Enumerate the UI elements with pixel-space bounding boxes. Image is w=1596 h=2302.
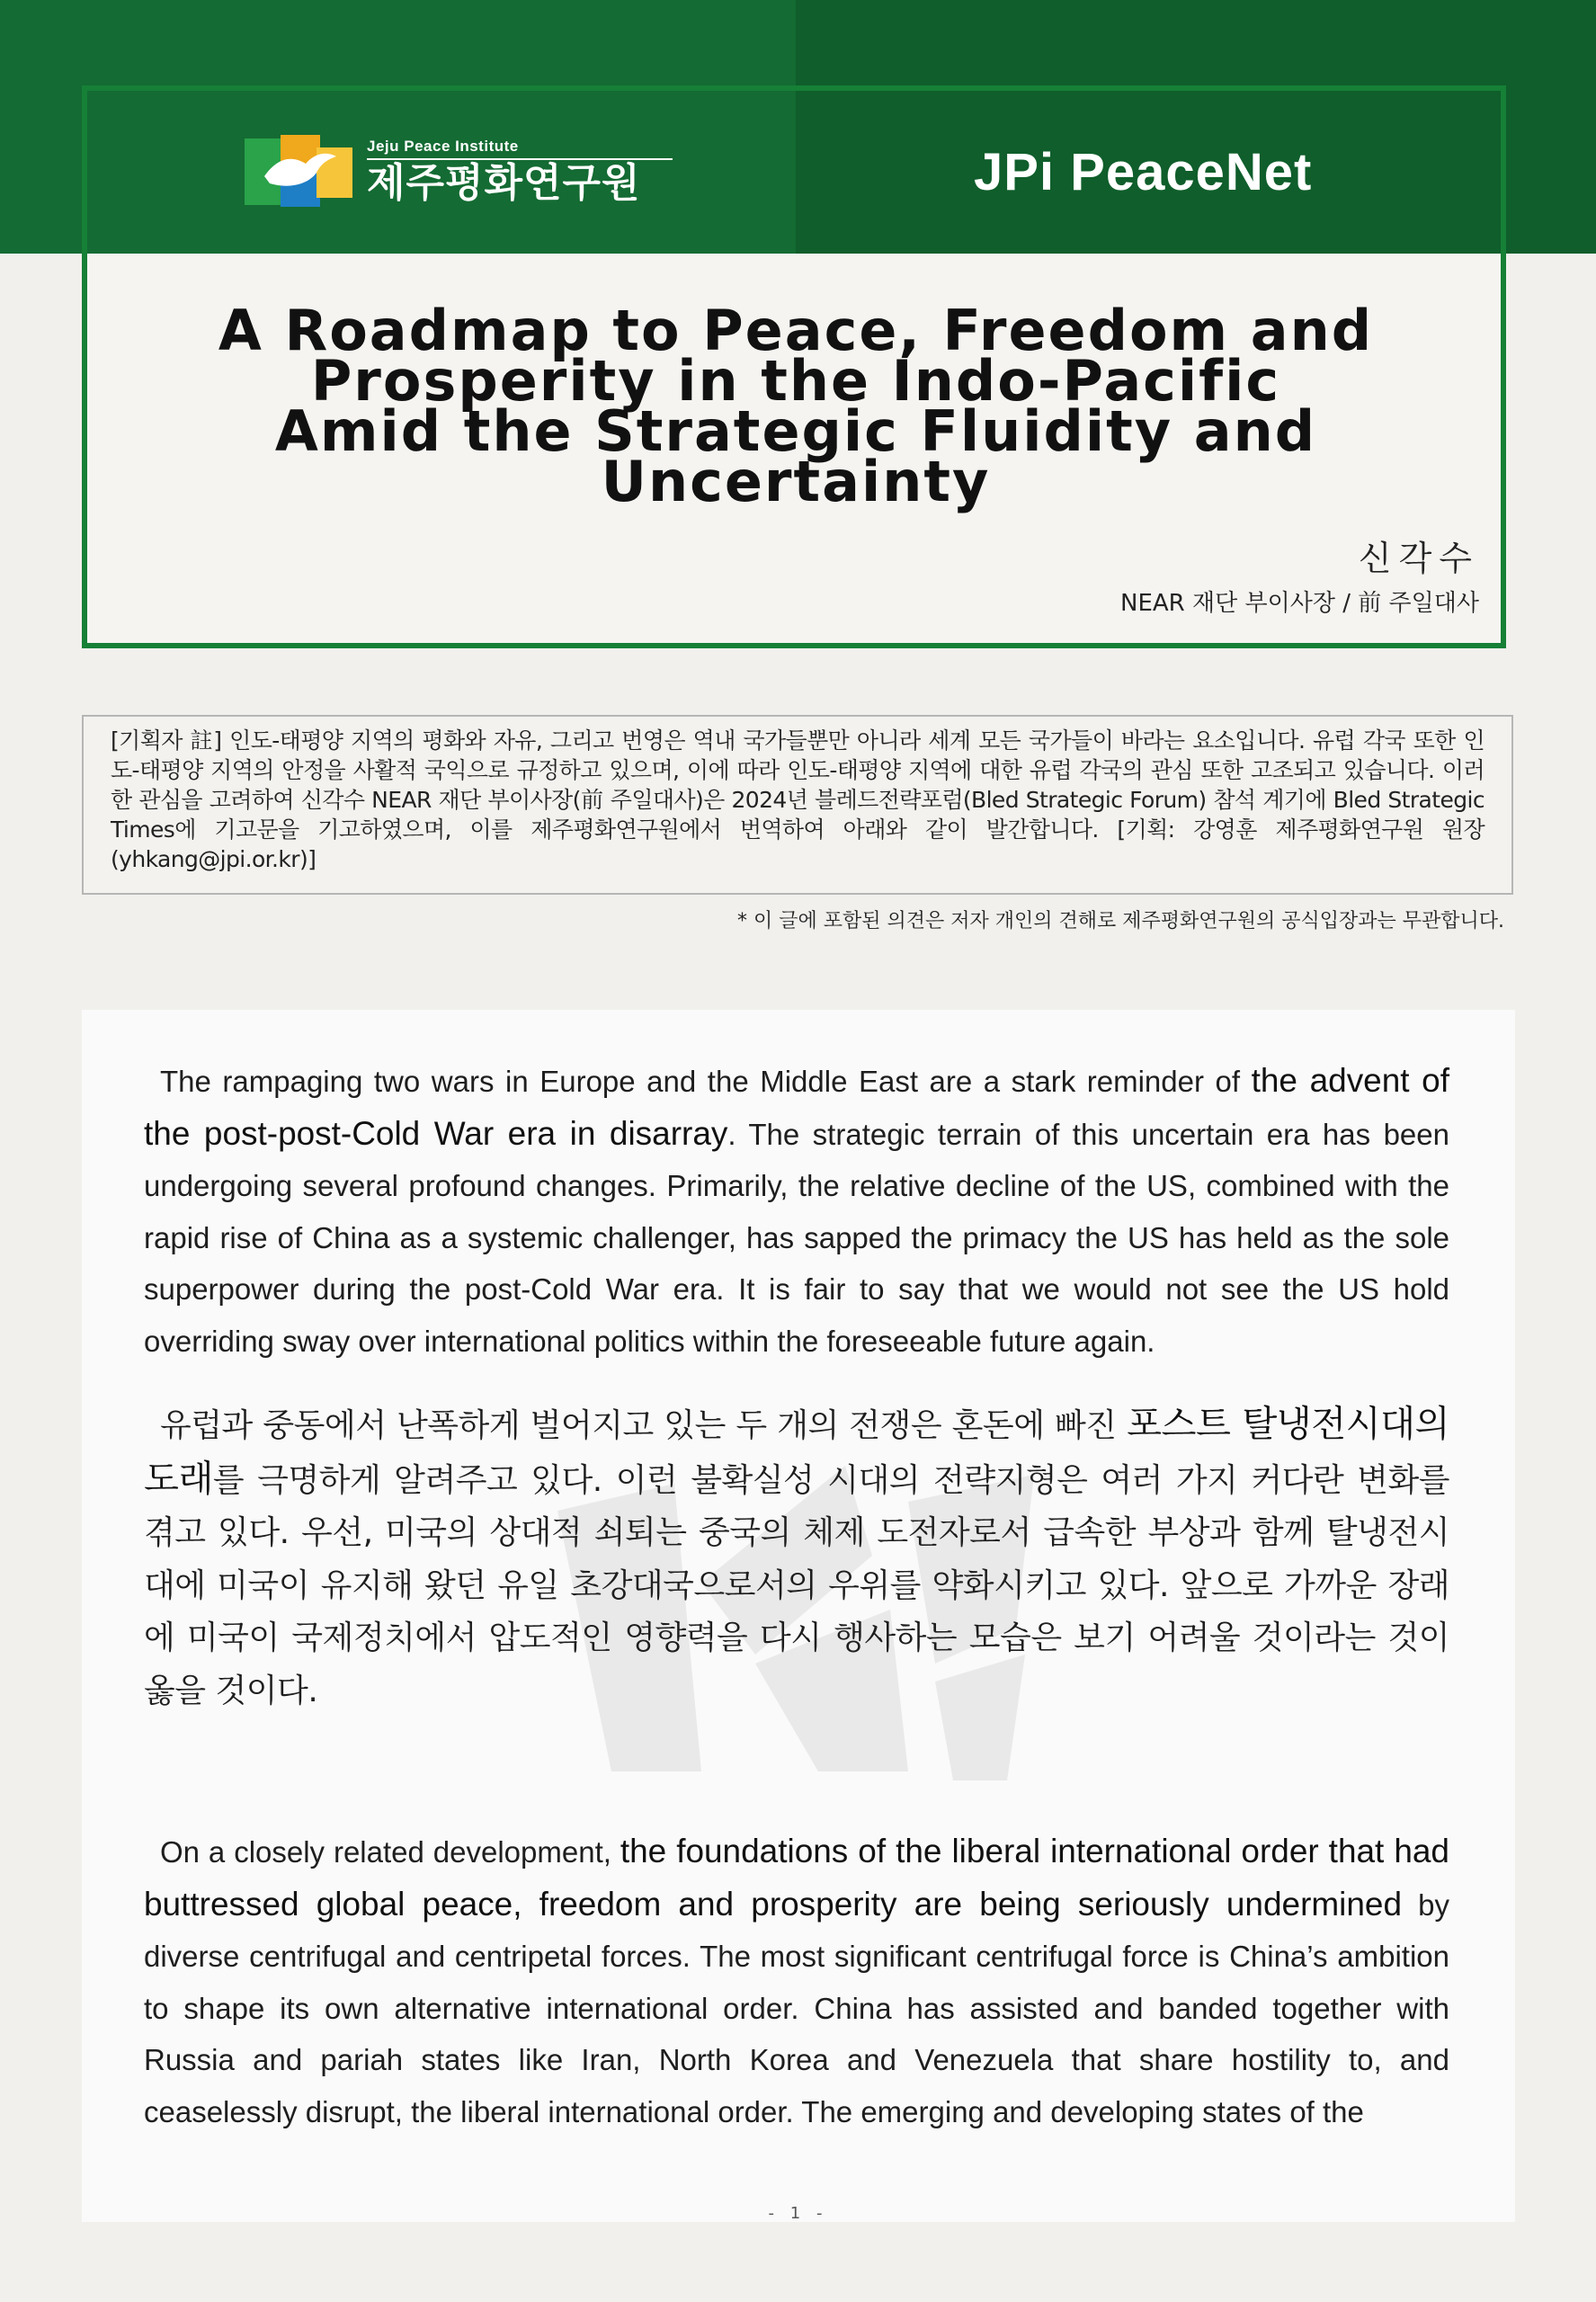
peacenet-logo[interactable]: JPi PeaceNet: [974, 143, 1313, 201]
jeju-peace-institute-logo[interactable]: [245, 135, 673, 209]
paragraph-text: 를 극명하게 알려주고 있다. 이런 불확실성 시대의 전략지형은 여러 가지 커다란 변화를 겪고 있다. 우선, 미국의 상대적 쇠퇴는 중국의 체제 도전자로서 급속한 부상과 함께 탈냉전시대에 미국이 유지해 왔던 유일 초강대국으로서의 우위를 약화시키고 있다. 앞으로 가까운 장래에 미국이 국제정치에서 압도적인 영향력을 다시 행사하는 모습은 보기 어려울 것이라는 것이 옳을 것이다.: [144, 1461, 1449, 1709]
editor-note-text: [기획자 註] 인도-태평양 지역의 평화와 자유, 그리고 번영은 역내 국가들뿐만 아니라 세계 모든 국가들이 바라는 요소입니다. 유럽 각국 또한 인도-태평양 지역의 안정을 사활적 국익으로 규정하고 있으며, 이에 따라 인도-태평양 지역에 대한 유럽 각국의 관심 또한 고조되고 있습니다. 이러한 관심을 고려하여 신각수 NEAR 재단 부이사장(前 주일대사)은 2024년 블레드전략포럼(Bled Strategic Forum) 참석 계기에 Bled Strategic Times에 기고문을 기고하였으며, 이를 제주평화연구원에서 번역하여 아래와 같이 발간합니다. [기획: 강영훈 제주평화연구원 원장(yhkang@jpi.or.kr)]: [111, 727, 1485, 872]
title-line: Uncertainty: [601, 449, 991, 514]
paragraph-text: . The strategic terrain of this uncertain era has been undergoing several profound changes. Primarily, the relative decline of the US, combined with the rapid rise of China as a systemic challenger, has sapped the primacy the US has held as the sole superpower during the post-Cold War era. It is fair to say that we would not see the US hold overriding sway over international politics within the foreseeable future again.: [144, 1117, 1449, 1358]
title-line: Prosperity in the Indo-Pacific: [310, 348, 1281, 414]
page-number: - 1 -: [768, 2204, 828, 2223]
paragraph-text: The rampaging two wars in Europe and the Middle East are a stark reminder of: [160, 1065, 1252, 1098]
paragraph-en-1: [144, 1055, 1449, 1367]
institute-name-en: Jeju Peace Institute: [367, 138, 673, 160]
institute-name-ko: 제주평화연구원: [367, 159, 641, 206]
paragraph-ko-1: [144, 1398, 1449, 1718]
paragraph-text: by diverse centrifugal and centripetal forces. The most significant centrifugal force is China’s ambition to shape its own alternative international order. China has assisted and banded together with Russia and pariah states like Iran, North Korea and Venezuela that share hostility to, and ceaselessly disrupt, the liberal international order. The emerging and developing states of the: [144, 1887, 1449, 2128]
disclaimer: * 이 글에 포함된 의견은 저자 개인의 견해로 제주평화연구원의 공식입장과는 무관합니다.: [737, 910, 1504, 932]
highlighted-phrase: the advent of the post-post-Cold War era in disarray: [144, 1062, 1450, 1152]
paragraph-en-2: [144, 1825, 1449, 2137]
title-line: Amid the Strategic Fluidity and: [274, 398, 1317, 464]
author-name: 신각수: [1358, 539, 1479, 578]
document-title: [180, 298, 1412, 514]
highlighted-phrase: the foundations of the liberal international order that had buttressed global peace, freedom and prosperity are being seriously undermined: [144, 1833, 1449, 1923]
paragraph-text: On a closely related development,: [160, 1835, 620, 1869]
editor-note-box: [82, 715, 1513, 895]
author-affiliation: NEAR 재단 부이사장 / 前 주일대사: [1120, 590, 1479, 617]
paragraph-text: 유럽과 중동에서 난폭하게 벌어지고 있는 두 개의 전쟁은 혼돈에 빠진: [160, 1407, 1128, 1444]
highlighted-phrase: 포스트 탈냉전시대의 도래: [144, 1403, 1449, 1500]
dove-logo-icon: [245, 135, 354, 209]
title-line: A Roadmap to Peace, Freedom and: [218, 298, 1374, 363]
